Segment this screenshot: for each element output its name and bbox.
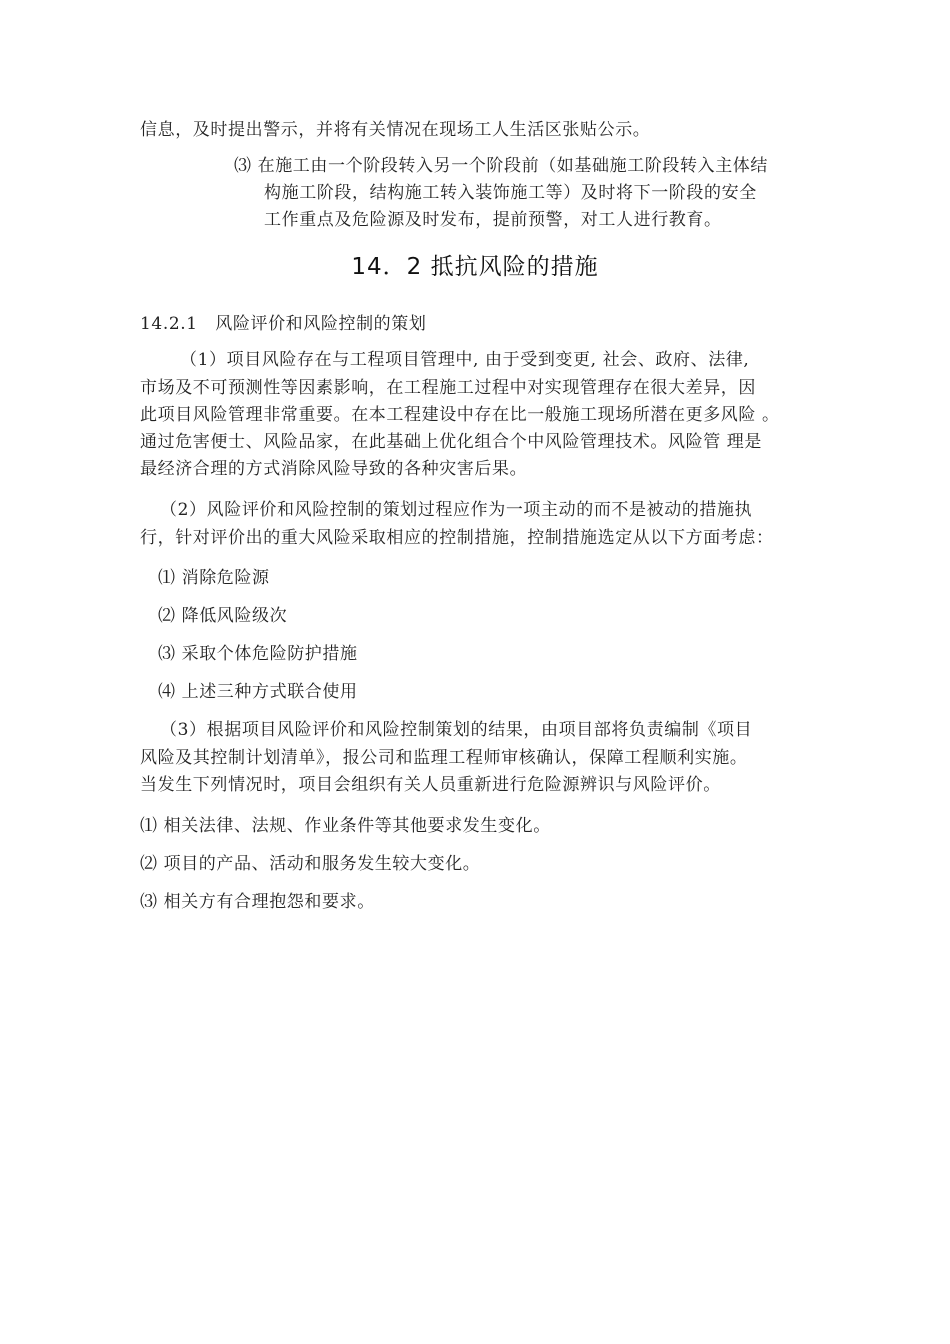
para-1-line-5: 最经济合理的方式消除风险导致的各种灾害后果。 bbox=[140, 459, 528, 479]
para-2-line-1: （2）风险评价和风险控制的策划过程应作为一项主动的而不是被动的措施执 bbox=[160, 500, 753, 520]
para-3-line-2: 风险及其控制计划清单》，报公司和监理工程师审核确认，保障工程顺利实施。 bbox=[140, 748, 748, 768]
para-1-line-1: （1）项目风险存在与工程项目管理中, 由于受到变更, 社会、政府、法律, bbox=[180, 350, 750, 370]
measure-item: ⑶ 采取个体危险防护措施 bbox=[158, 644, 358, 664]
para-1-line-2: 市场及不可预测性等因素影响，在工程施工过程中对实现管理存在很大差异，因 bbox=[140, 378, 756, 398]
item-3-line-3: 工作重点及危险源及时发布，提前预警，对工人进行教育。 bbox=[264, 210, 722, 230]
condition-item: ⑴ 相关法律、法规、作业条件等其他要求发生变化。 bbox=[140, 816, 551, 836]
para-1-line-4: 通过危害便士、风险品家，在此基础上优化组合个中风险管理技术。风险管 理是 bbox=[140, 432, 763, 452]
item-3-line-2: 构施工阶段，结构施工转入装饰施工等）及时将下一阶段的安全 bbox=[264, 183, 757, 203]
subsection-heading: 14.2.1 风险评价和风险控制的策划 bbox=[140, 314, 427, 334]
section-heading: 14．2 抵抗风险的措施 bbox=[351, 254, 599, 280]
measure-item: ⑵ 降低风险级次 bbox=[158, 606, 288, 626]
para-3-line-3: 当发生下列情况时，项目会组织有关人员重新进行危险源辨识与风险评价。 bbox=[140, 775, 721, 795]
measure-item: ⑴ 消除危险源 bbox=[158, 568, 270, 588]
para-1-line-3: 此项目风险管理非常重要。在本工程建设中存在比一般施工现场所潜在更多风险 。 bbox=[140, 405, 780, 425]
measure-item: ⑷ 上述三种方式联合使用 bbox=[158, 682, 358, 702]
para-3-line-1: （3）根据项目风险评价和风险控制策划的结果，由项目部将负责编制《项目 bbox=[160, 720, 753, 740]
intro-line: 信息，及时提出警示，并将有关情况在现场工人生活区张贴公示。 bbox=[140, 120, 651, 140]
item-3-line-1: ⑶ 在施工由一个阶段转入另一个阶段前（如基础施工阶段转入主体结 bbox=[234, 156, 769, 176]
condition-item: ⑶ 相关方有合理抱怨和要求。 bbox=[140, 892, 375, 912]
para-2-line-2: 行，针对评价出的重大风险采取相应的控制措施，控制措施选定从以下方面考虑： bbox=[140, 528, 774, 548]
condition-item: ⑵ 项目的产品、活动和服务发生较大变化。 bbox=[140, 854, 481, 874]
